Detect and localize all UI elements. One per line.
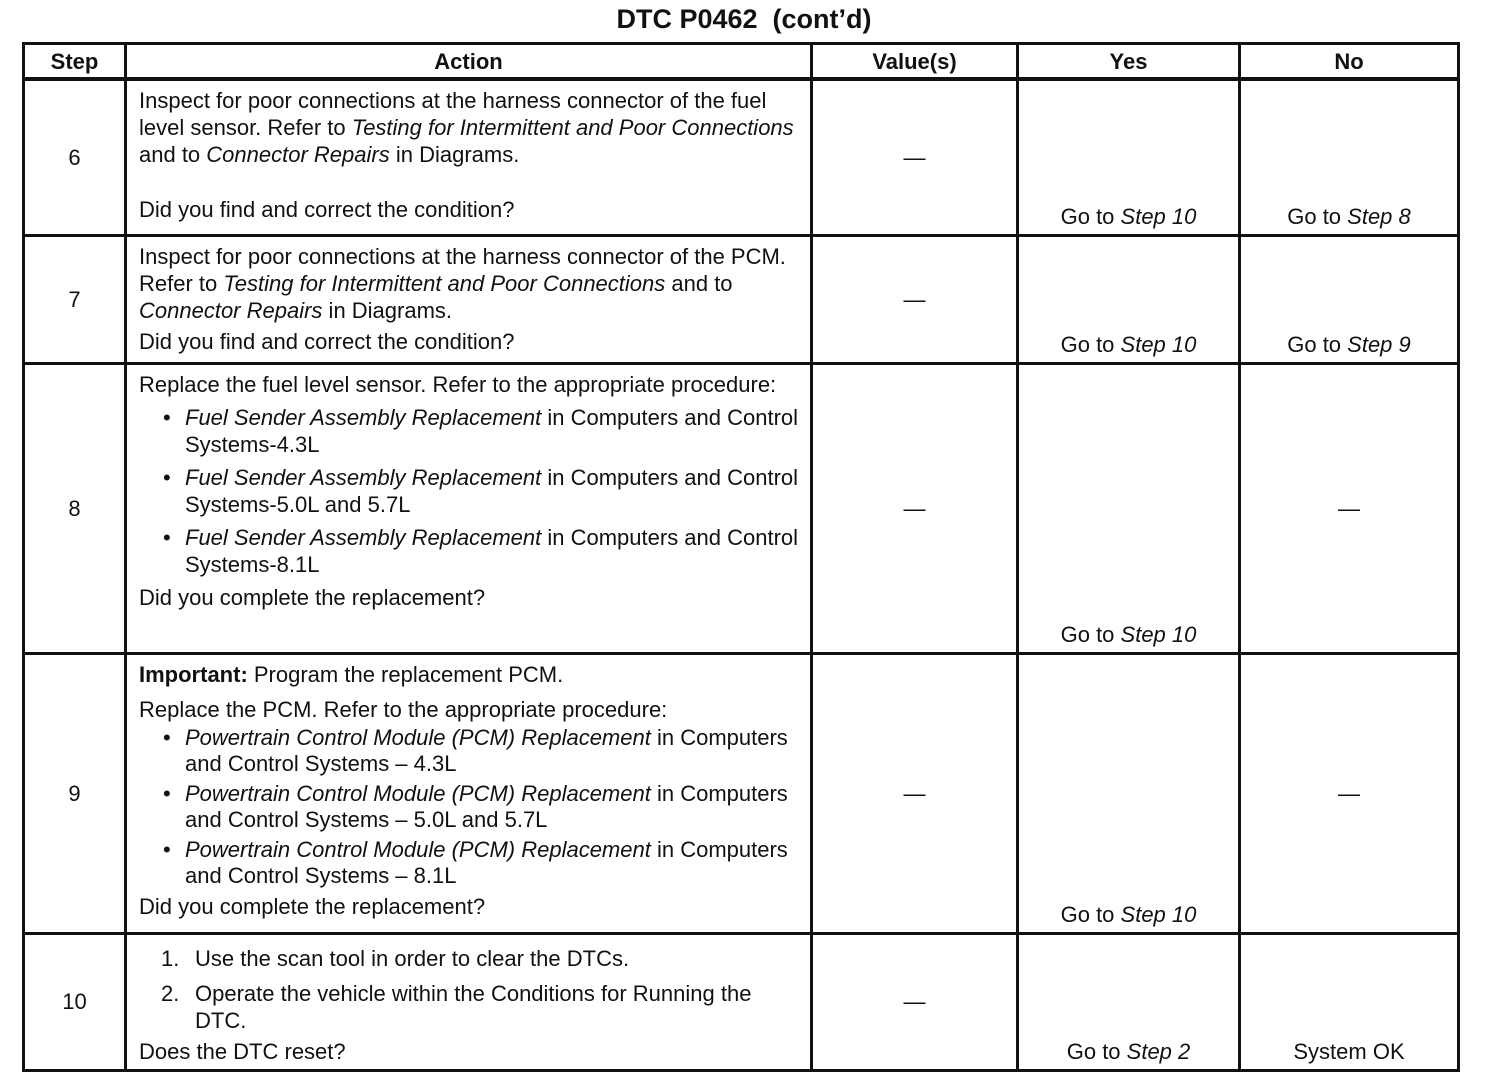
yes-cell: Go to Step 10: [1018, 235, 1240, 363]
value-cell: —: [812, 79, 1018, 235]
yes-cell: Go to Step 10: [1018, 363, 1240, 653]
no-cell: —: [1240, 363, 1459, 653]
procedure-list: [139, 404, 800, 578]
yes-cell: Go to Step 2: [1018, 933, 1240, 1070]
action-question: Did you find and correct the condition?: [139, 197, 515, 222]
action-question: Did you find and correct the condition?: [139, 328, 515, 354]
action-cell: [126, 79, 812, 235]
header-action: Action: [126, 44, 812, 80]
action-cell: [126, 235, 812, 363]
no-cell: Go to Step 9: [1240, 235, 1459, 363]
list-item: 2. Operate the vehicle within the Conditions for Running the DTC.: [161, 980, 752, 1033]
value-cell: —: [812, 235, 1018, 363]
action-cell: [126, 363, 812, 653]
action-question: Did you complete the replacement?: [139, 584, 486, 610]
step-number: 7: [24, 235, 126, 363]
action-cell: [126, 653, 812, 933]
header-row: [24, 44, 1459, 80]
yes-cell: Go to Step 10: [1018, 653, 1240, 933]
list-item: • Fuel Sender Assembly Replacement in Computers and Control Systems-5.0L and 5.7L: [139, 464, 800, 518]
important-note: Important: Program the replacement PCM.: [139, 661, 564, 687]
list-item: • Powertrain Control Module (PCM) Replacement in Computers and Control Systems – 4.3L: [139, 725, 800, 777]
table-row: [24, 933, 1459, 1070]
header-step: Step: [24, 44, 126, 80]
value-cell: —: [812, 653, 1018, 933]
table-row: [24, 363, 1459, 653]
action-text: Inspect for poor connections at the harness connector of the PCM. Refer to Testing for Intermittent and Poor Connections and to Connector Repairs in Diagrams.: [139, 243, 786, 323]
action-intro: Replace the PCM. Refer to the appropriate procedure:: [139, 696, 668, 722]
table-row: [24, 79, 1459, 235]
procedure-list: [139, 725, 800, 889]
list-item: • Fuel Sender Assembly Replacement in Computers and Control Systems-4.3L: [139, 404, 800, 458]
action-text: Inspect for poor connections at the harness connector of the fuel level sensor. Refer to Testing for Intermittent and Poor Connections and to Connector Repairs in Diagrams.: [139, 88, 794, 167]
page-title: DTC P0462 (cont’d): [616, 4, 872, 34]
action-intro: Replace the fuel level sensor. Refer to the appropriate procedure:: [139, 371, 777, 397]
step-number: 6: [24, 79, 126, 235]
no-cell: —: [1240, 653, 1459, 933]
value-cell: —: [812, 363, 1018, 653]
header-values: Value(s): [812, 44, 1018, 80]
action-cell: [126, 933, 812, 1070]
list-item: • Fuel Sender Assembly Replacement in Computers and Control Systems-8.1L: [139, 524, 800, 578]
value-cell: —: [812, 933, 1018, 1070]
step-number: 10: [24, 933, 126, 1070]
list-item: • Powertrain Control Module (PCM) Replacement in Computers and Control Systems – 5.0L and 5.7L: [139, 781, 800, 833]
numbered-list: [139, 945, 800, 1034]
list-item: 1. Use the scan tool in order to clear the DTCs.: [161, 945, 630, 971]
step-number: 8: [24, 363, 126, 653]
step-number: 9: [24, 653, 126, 933]
no-cell: Go to Step 8: [1240, 79, 1459, 235]
header-no: No: [1240, 44, 1459, 80]
table-row: [24, 235, 1459, 363]
action-question: Does the DTC reset?: [139, 1038, 346, 1064]
table-row: [24, 653, 1459, 933]
no-cell: System OK: [1240, 933, 1459, 1070]
header-yes: Yes: [1018, 44, 1240, 80]
list-item: • Powertrain Control Module (PCM) Replacement in Computers and Control Systems – 8.1L: [139, 837, 800, 889]
yes-cell: Go to Step 10: [1018, 79, 1240, 235]
dtc-table: [22, 42, 1460, 1072]
action-question: Did you complete the replacement?: [139, 893, 486, 919]
